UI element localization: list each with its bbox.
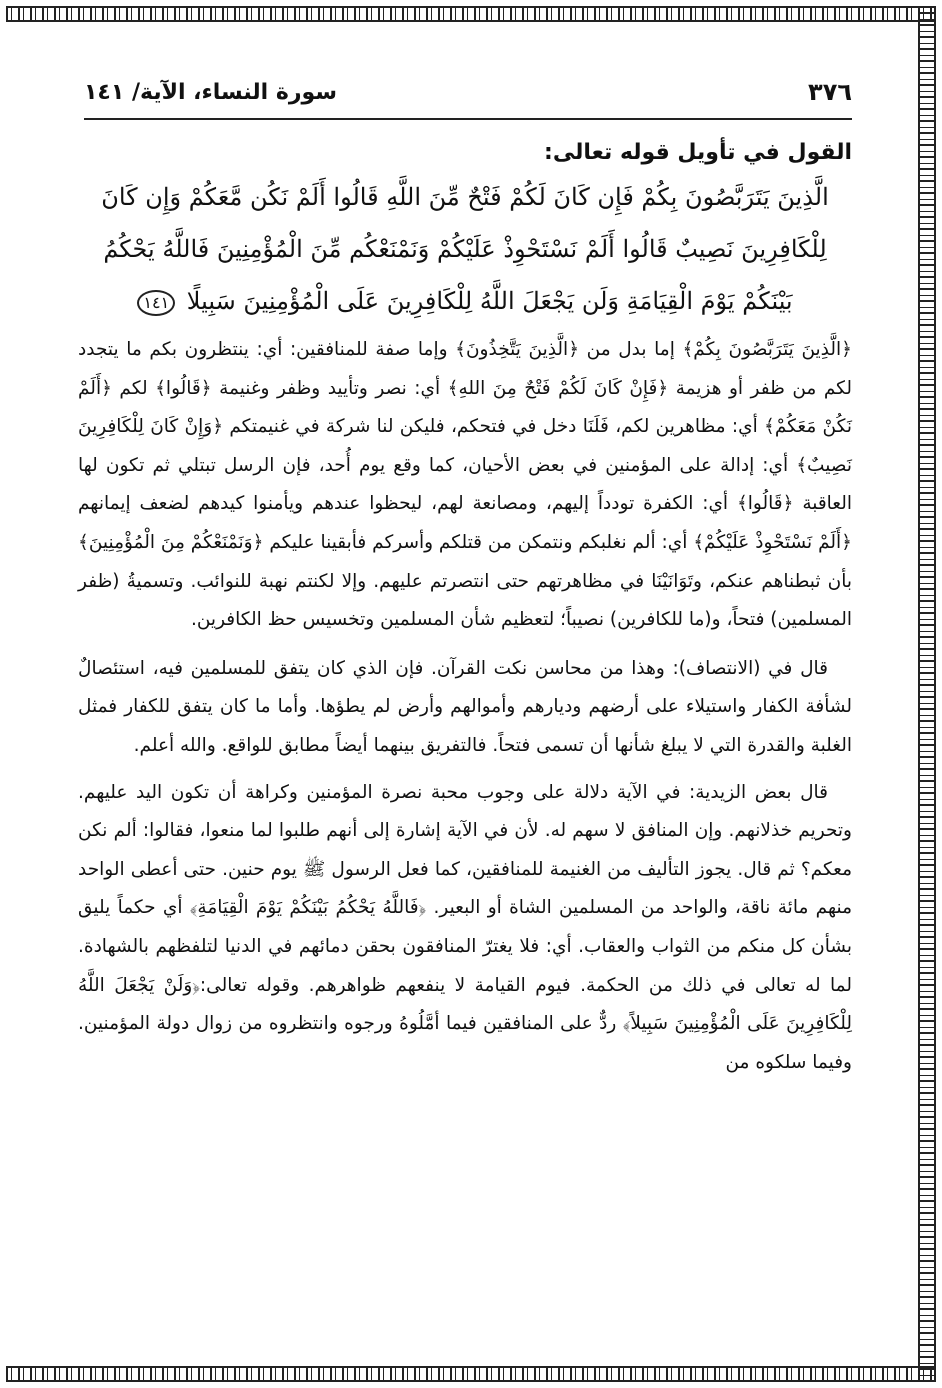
- decorative-border-bottom: [6, 1366, 936, 1382]
- commentary-paragraph: قال في (الانتصاف): وهذا من محاسن نكت القرآن. فإن الذي كان يتفق للمسلمين فيه، استئصالٌ لشأفة الكفار واستيلاء على أرضهم وديارهم وأموالهم وأرض لم يطؤها. وأما ما كان يتفق للكفار فمثل الغلبة والقدرة التي لا يبلغ شأنها أن تسمى فتحاً. فالتفريق بينهما أيضاً مطابق للواقع. والله أعلم.: [78, 657, 852, 756]
- verse-number-marker: ١٤١: [137, 290, 175, 316]
- quran-verse: [84, 171, 846, 327]
- section-title: القول في تأويل قوله تعالى:: [544, 140, 852, 165]
- decorative-border-right: [918, 6, 936, 1382]
- commentary-paragraph: قال بعض الزيدية: في الآية دلالة على وجوب محبة نصرة المؤمنين وكراهة أن تكون اليد عليهم. وتحريم خذلانهم. وإن المنافق لا سهم له. لأن في الآية إشارة إلى أنهم طلبوا لما منعوا، فقالوا: ألم نكن معكم؟ ثم قال. يجوز التأليف من الغنيمة للمنافقين، كما فعل الرسول ﷺ يوم حنين. حتى أعطى الواحد منهم مائة ناقة، والواحد من المسلمين الشاة أو البعير. ﴿فَاللَّهُ يَحْكُمُ بَيْنَكُمْ يَوْمَ الْقِيَامَةِ﴾ أي حكماً يليق بشأن كل منكم من الثواب والعقاب. أي: فلا يغترّ المنافقون بحقن دمائهم في الدنيا لتلفظهم بالشهادة. لما له تعالى في ذلك من الحكمة. فيوم القيامة لا ينفعهم ظواهرهم. وقوله تعالى:﴿وَلَنْ يَجْعَلَ اللَّهُ لِلْكَافِرِينَ عَلَى الْمُؤْمِنِينَ سَبِيلاً﴾ ردٌّ على المنافقين فيما أمَّلُوهُ ورجوه وانتظروه من زوال دولة المؤمنين. وفيما سلكوه من: [78, 781, 852, 1073]
- page-header: [84, 72, 852, 120]
- verse-text: الَّذِينَ يَتَرَبَّصُونَ بِكُمْ فَإِن كَانَ لَكُمْ فَتْحٌ مِّنَ اللَّهِ قَالُوا أَلَمْ نَكُن مَّعَكُمْ وَإِن كَانَ لِلْكَافِرِينَ نَصِيبٌ قَالُوا أَلَمْ نَسْتَحْوِذْ عَلَيْكُمْ وَنَمْنَعْكُم مِّنَ الْمُؤْمِنِينَ فَاللَّهُ يَحْكُمُ بَيْنَكُمْ يَوْمَ الْقِيَامَةِ وَلَن يَجْعَلَ اللَّهُ لِلْكَافِرِينَ عَلَى الْمُؤْمِنِينَ سَبِيلًا: [101, 183, 829, 315]
- decorative-border-top: [6, 6, 936, 22]
- commentary-paragraph: ﴿الَّذِينَ يَتَرَبَّصُونَ بِكُمْ﴾ إما بدل من ﴿الَّذِينَ يَتَّخِذُونَ﴾ وإما صفة للمنافقين: أي: ينتظرون بكم ما يتجدد لكم من ظفر أو هزيمة ﴿فَإِنْ كَانَ لَكُمْ فَتْحٌ مِنَ اللهِ﴾ أي: نصر وتأييد وظفر وغنيمة ﴿قَالُوا﴾ لكم ﴿أَلَمْ نَكُنْ مَعَكُمْ﴾ أي: مظاهرين لكم، فَلَنَا دخل في فتحكم، فليكن لنا شركة في غنيمتكم ﴿وَإِنْ كَانَ لِلْكَافِرِينَ نَصِيبٌ﴾ أي: إدالة على المؤمنين في بعض الأحيان، كما وقع يوم أُحد، فإن الرسل تبتلي ثم تكون لها العاقبة ﴿قَالُوا﴾ أي: الكفرة تودداً إليهم، ومصانعة لهم، ليحظوا عندهم ويأمنوا كيدهم لضعف إيمانهم ﴿أَلَمْ نَسْتَحْوِذْ عَلَيْكُمْ﴾ أي: ألم نغلبكم ونتمكن من قتلكم وأسركم فأبقينا عليكم ﴿وَنَمْنَعْكُمْ مِنَ الْمُؤْمِنِينَ﴾ بأن ثبطناهم عنكم، وتَوَانَيْنَا في مظاهرتهم حتى انتصرتم عليهم. وإلا لكنتم نهبة للنوائب. وتسميةُ (ظفر المسلمين) فتحاً، و(ما للكافرين) نصيباً؛ لتعظيم شأن المسلمين وتخسيس حظ الكافرين.: [78, 339, 852, 631]
- page-body: [78, 140, 852, 1082]
- page-number: ٣٧٦: [808, 78, 852, 106]
- running-head: سورة النساء، الآية/ ١٤١: [84, 79, 337, 105]
